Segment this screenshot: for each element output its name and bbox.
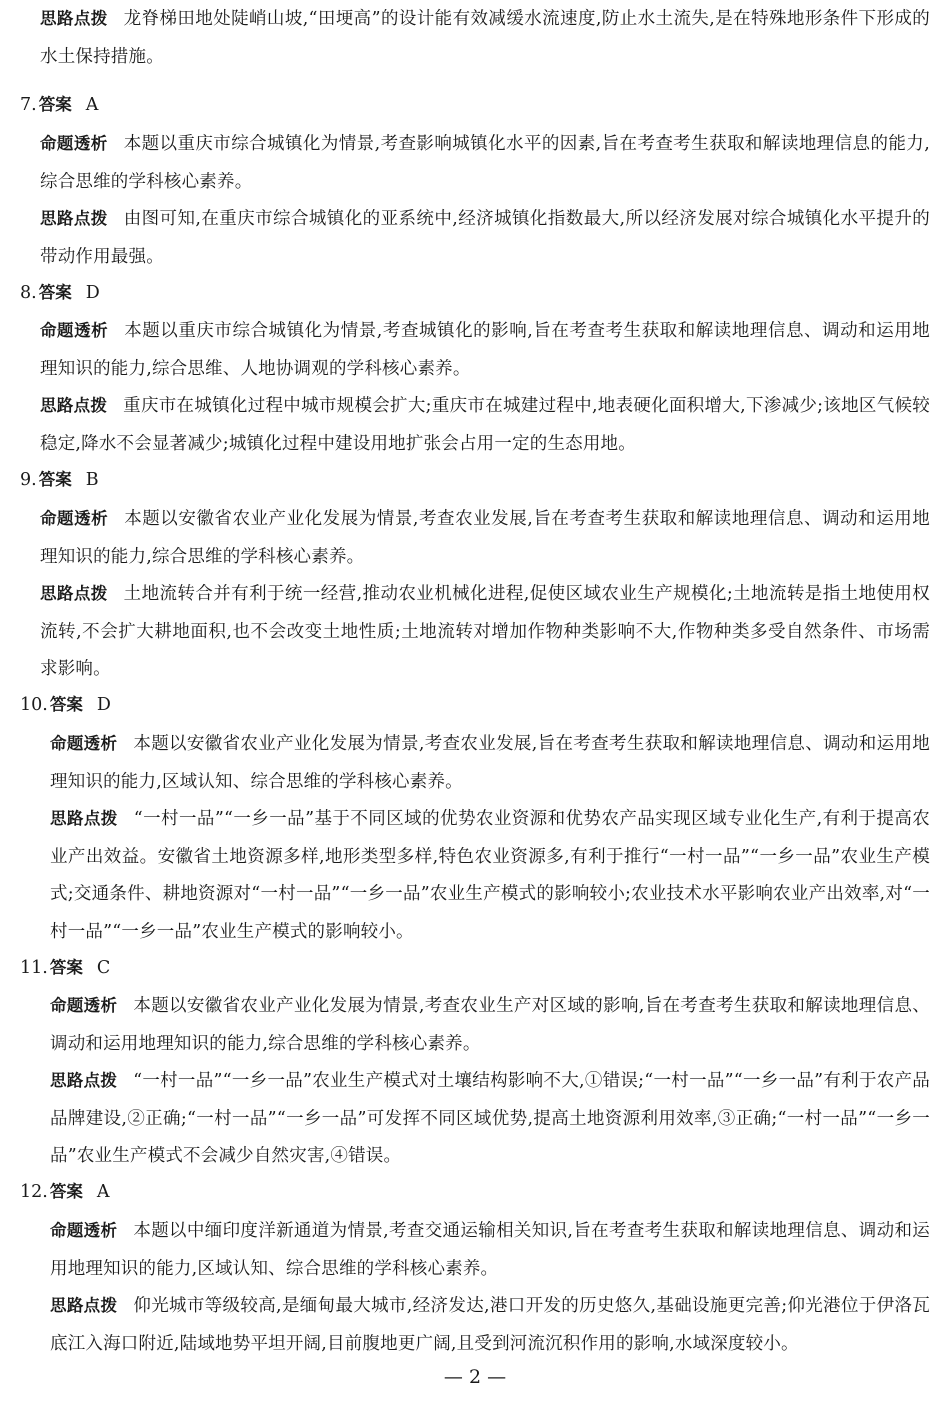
q8-silu-paragraph <box>40 387 930 463</box>
q11-number: 11. <box>20 958 48 978</box>
q7-silu-paragraph <box>40 200 930 276</box>
q10-silu-text: “一村一品”“一乡一品”基于不同区域的优势农业资源和优势农产品实现区域专业化生产,有利于提高农业产出效益。安徽省土地资源多样,地形类型多样,特色农业资源多,有利于推行“一村一品”“一乡一品”农业生产模式;交通条件、耕地资源对“一村一品”“一乡一品”农业生产模式的影响较小;农业技术水平影响农业产出效率,对“一村一品”“一乡一品”农业生产模式的影响较小。 <box>50 809 930 942</box>
q7-mingti-text: 本题以重庆市综合城镇化为情景,考查影响城镇化水平的因素,旨在考查考生获取和解读地理信息的能力,综合思维的学科核心素养。 <box>40 134 930 192</box>
q12-silu-text: 仰光城市等级较高,是缅甸最大城市,经济发达,港口开发的历史悠久,基础设施更完善;仰光港位于伊洛瓦底江入海口附近,陆域地势平坦开阔,目前腹地更广阔,且受到河流沉积作用的影响,水域深度较小。 <box>50 1296 930 1354</box>
page-number: — 2 — <box>443 1366 507 1388</box>
q10-answer: D <box>96 695 111 715</box>
silu-label: 思路点拨 <box>50 1071 118 1090</box>
answer-label: 答案 <box>38 470 72 489</box>
q11-mingti-text: 本题以安徽省农业产业化发展为情景,考查农业生产对区域的影响,旨在考查考生获取和解读地理信息、调动和运用地理知识的能力,综合思维的学科核心素养。 <box>50 996 930 1054</box>
q12-answer: A <box>96 1182 110 1202</box>
q11-silu-text: “一村一品”“一乡一品”农业生产模式对土壤结构影响不大,①错误;“一村一品”“一乡一品”有利于农产品品牌建设,②正确;“一村一品”“一乡一品”可发挥不同区域优势,提高土地资源利用效率,③正确;“一村一品”“一乡一品”农业生产模式不会减少自然灾害,④错误。 <box>50 1071 930 1166</box>
q10-mingti-paragraph <box>50 725 930 801</box>
q9-mingti-text: 本题以安徽省农业产业化发展为情景,考查农业发展,旨在考查考生获取和解读地理信息、调动和运用地理知识的能力,综合思维的学科核心素养。 <box>40 509 930 567</box>
mingti-label: 命题透析 <box>50 996 118 1015</box>
q11-answer: C <box>96 958 111 978</box>
q12-number: 12. <box>20 1182 48 1202</box>
q8-silu-text: 重庆市在城镇化过程中城市规模会扩大;重庆市在城建过程中,地表硬化面积增大,下渗减少;该地区气候较稳定,降水不会显著减少;城镇化过程中建设用地扩张会占用一定的生态用地。 <box>40 396 930 454</box>
q11-answer-line <box>20 953 110 983</box>
silu-label: 思路点拨 <box>40 9 108 28</box>
mingti-label: 命题透析 <box>40 509 109 528</box>
answer-label: 答案 <box>38 283 72 302</box>
silu-label: 思路点拨 <box>40 584 108 603</box>
q9-answer: B <box>85 470 99 490</box>
q10-silu-paragraph <box>50 800 930 951</box>
answer-label: 答案 <box>49 695 83 714</box>
silu-label: 思路点拨 <box>50 809 118 828</box>
q7-answer: A <box>85 95 99 115</box>
q9-answer-line <box>20 465 99 495</box>
mingti-label: 命题透析 <box>40 321 109 340</box>
q10-mingti-text: 本题以安徽省农业产业化发展为情景,考查农业发展,旨在考查考生获取和解读地理信息、调动和运用地理知识的能力,区域认知、综合思维的学科核心素养。 <box>50 734 930 792</box>
q7-mingti-paragraph <box>40 125 930 201</box>
silu-label: 思路点拨 <box>40 209 108 228</box>
q12-mingti-text: 本题以中缅印度洋新通道为情景,考查交通运输相关知识,旨在考查考生获取和解读地理信息、调动和运用地理知识的能力,区域认知、综合思维的学科核心素养。 <box>50 1221 930 1279</box>
mingti-label: 命题透析 <box>40 134 108 153</box>
mingti-label: 命题透析 <box>50 1221 118 1240</box>
q9-mingti-paragraph <box>40 500 930 576</box>
q8-mingti-paragraph <box>40 312 930 388</box>
q10-number: 10. <box>20 695 48 715</box>
answer-label: 答案 <box>49 1182 83 1201</box>
q7-answer-line <box>20 90 98 120</box>
q9-number: 9. <box>20 470 37 490</box>
q9-silu-text: 土地流转合并有利于统一经营,推动农业机械化进程,促使区域农业生产规模化;土地流转是指土地使用权流转,不会扩大耕地面积,也不会改变土地性质;土地流转对增加作物种类影响不大,作物种类多受自然条件、市场需求影响。 <box>40 584 930 679</box>
q7-number: 7. <box>20 95 37 115</box>
q7-silu-text: 由图可知,在重庆市综合城镇化的亚系统中,经济城镇化指数最大,所以经济发展对综合城镇化水平提升的带动作用最强。 <box>40 209 930 267</box>
silu-label: 思路点拨 <box>40 396 108 415</box>
answer-label: 答案 <box>38 95 72 114</box>
q8-number: 8. <box>20 283 37 303</box>
q11-silu-paragraph <box>50 1062 930 1176</box>
mingti-label: 命题透析 <box>50 734 118 753</box>
q8-mingti-text: 本题以重庆市综合城镇化为情景,考查城镇化的影响,旨在考查考生获取和解读地理信息、调动和运用地理知识的能力,综合思维、人地协调观的学科核心素养。 <box>40 321 930 379</box>
q8-answer: D <box>85 283 100 303</box>
q11-mingti-paragraph <box>50 987 930 1063</box>
q6-silu-text: 龙脊梯田地处陡峭山坡,“田埂高”的设计能有效减缓水流速度,防止水土流失,是在特殊地形条件下形成的水土保持措施。 <box>40 9 930 67</box>
answer-label: 答案 <box>49 958 83 977</box>
q9-silu-paragraph <box>40 575 930 689</box>
q12-answer-line <box>20 1177 109 1207</box>
q12-mingti-paragraph <box>50 1212 930 1288</box>
q8-answer-line <box>20 278 100 308</box>
silu-label: 思路点拨 <box>50 1296 118 1315</box>
q6-silu-paragraph <box>40 0 930 76</box>
q12-silu-paragraph <box>50 1287 930 1363</box>
q10-answer-line <box>20 690 111 720</box>
